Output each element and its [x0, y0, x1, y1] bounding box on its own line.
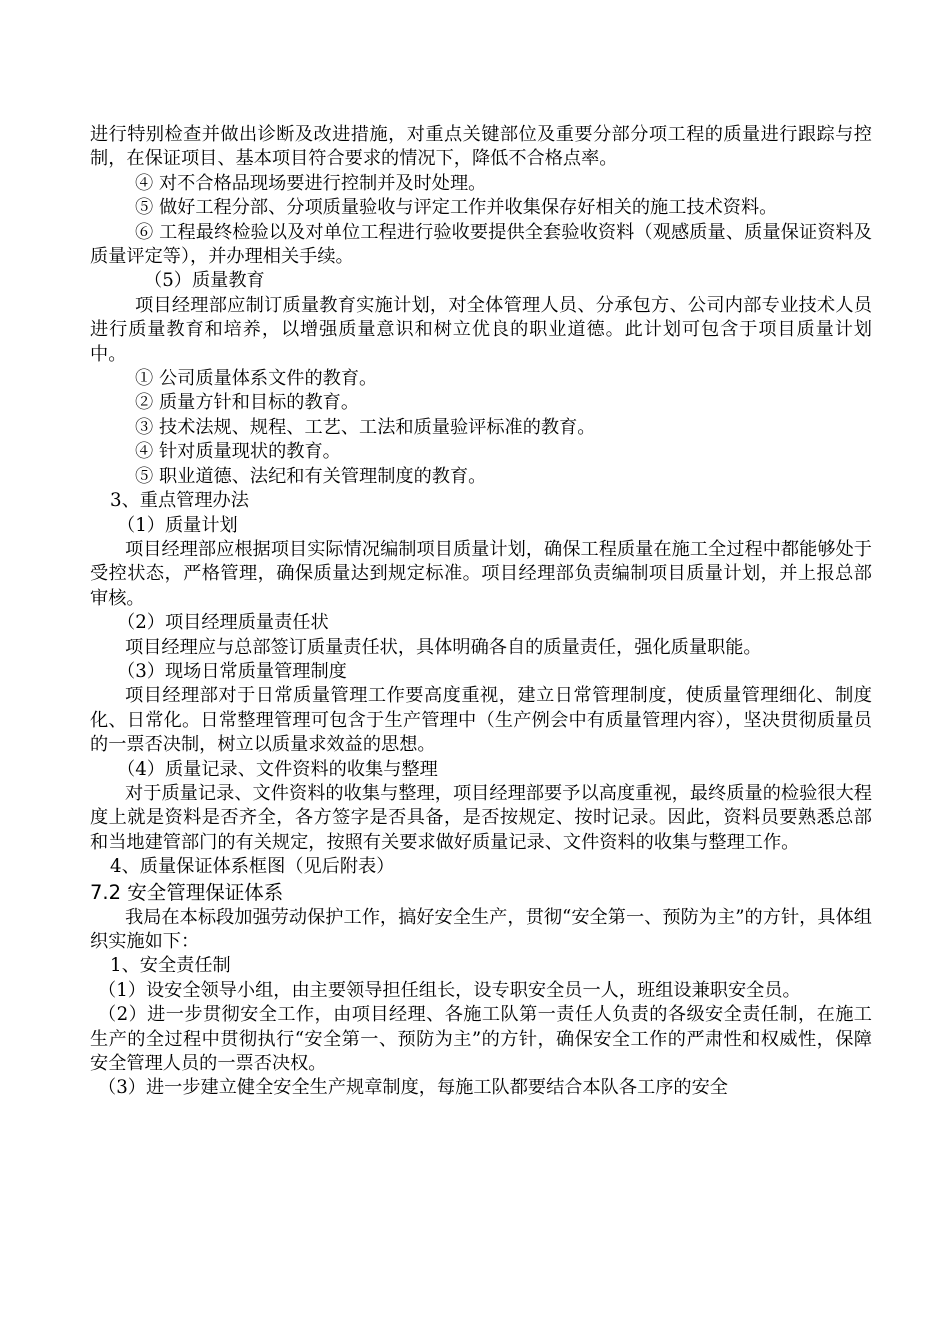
paragraph: （2）进一步贯彻安全工作，由项目经理、各施工队第一责任人负责的各级安全责任制，在施工生产的全过程中贯彻执行“安全第一、预防为主”的方针，确保安全工作的严肃性和权威性，保障安全管理人员的一票否决权。	[90, 1004, 872, 1075]
subheading: 3、重点管理办法	[110, 490, 249, 512]
paragraph: 项目经理应与总部签订质量责任状，具体明确各自的质量责任，强化质量职能。	[125, 636, 762, 658]
subheading: 4、质量保证体系框图（见后附表）	[110, 856, 395, 878]
paragraph: 我局在本标段加强劳动保护工作，搞好安全生产，贯彻“安全第一、预防为主”的方针，具体组织实施如下：	[90, 906, 872, 952]
paragraph-continuation: 进行特别检查并做出诊断及改进措施，对重点关键部位及重要分部分项工程的质量进行跟踪与控制，在保证项目、基本项目符合要求的情况下，降低不合格点率。	[90, 124, 872, 170]
list-item: ④ 对不合格品现场要进行控制并及时处理。	[135, 172, 487, 194]
subheading: （4）质量记录、文件资料的收集与整理	[117, 758, 438, 780]
subheading: （2）项目经理质量责任状	[117, 612, 329, 634]
paragraph: 项目经理部应根据项目实际情况编制项目质量计划，确保工程质量在施工全过程中都能够处于受控状态，严格管理，确保质量达到规定标准。项目经理部负责编制项目质量计划，并上报总部审核。	[90, 538, 872, 609]
paragraph: 对于质量记录、文件资料的收集与整理，项目经理部要予以高度重视，最终质量的检验很大程度上就是资料是否齐全，各方签字是否具备，是否按规定、按时记录。因此，资料员要熟悉总部和当地建管部门的有关规定，按照有关要求做好质量记录、文件资料的收集与整理工作。	[90, 782, 872, 853]
subheading: （3）现场日常质量管理制度	[117, 660, 347, 682]
paragraph: （3）进一步建立健全安全生产规章制度，每施工队都要结合本队各工序的安全	[98, 1077, 728, 1099]
document-page	[90, 123, 872, 1101]
subheading: （5）质量教育	[144, 270, 265, 292]
subheading: 1、安全责任制	[110, 955, 231, 977]
section-heading: 7.2 安全管理保证体系	[90, 880, 284, 904]
subheading: （1）质量计划	[117, 514, 238, 536]
list-item: ③ 技术法规、规程、工艺、工法和质量验评标准的教育。	[135, 416, 596, 438]
list-item: ⑤ 职业道德、法纪和有关管理制度的教育。	[135, 465, 487, 487]
paragraph: 项目经理部对于日常质量管理工作要高度重视，建立日常管理制度，使质量管理细化、制度化、日常化。日常整理管理可包含于生产管理中（生产例会中有质量管理内容），坚决贯彻质量员的一票否决制，树立以质量求效益的思想。	[90, 685, 872, 756]
list-item: ② 质量方针和目标的教育。	[135, 392, 360, 414]
list-item: ④ 针对质量现状的教育。	[135, 441, 341, 463]
list-item: ⑥ 工程最终检验以及对单位工程进行验收要提供全套验收资料（观感质量、质量保证资料及质量评定等），并办理相关手续。	[90, 221, 872, 268]
paragraph: 项目经理部应制订质量教育实施计划，对全体管理人员、分承包方、公司内部专业技术人员进行质量教育和培养，以增强质量意识和树立优良的职业道德。此计划可包含于项目质量计划中。	[90, 294, 872, 365]
paragraph: （1）设安全领导小组，由主要领导担任组长，设专职安全员一人，班组设兼职安全员。	[98, 979, 801, 1001]
list-item: ⑤ 做好工程分部、分项质量验收与评定工作并收集保存好相关的施工技术资料。	[135, 197, 778, 219]
list-item: ① 公司质量体系文件的教育。	[135, 368, 378, 390]
